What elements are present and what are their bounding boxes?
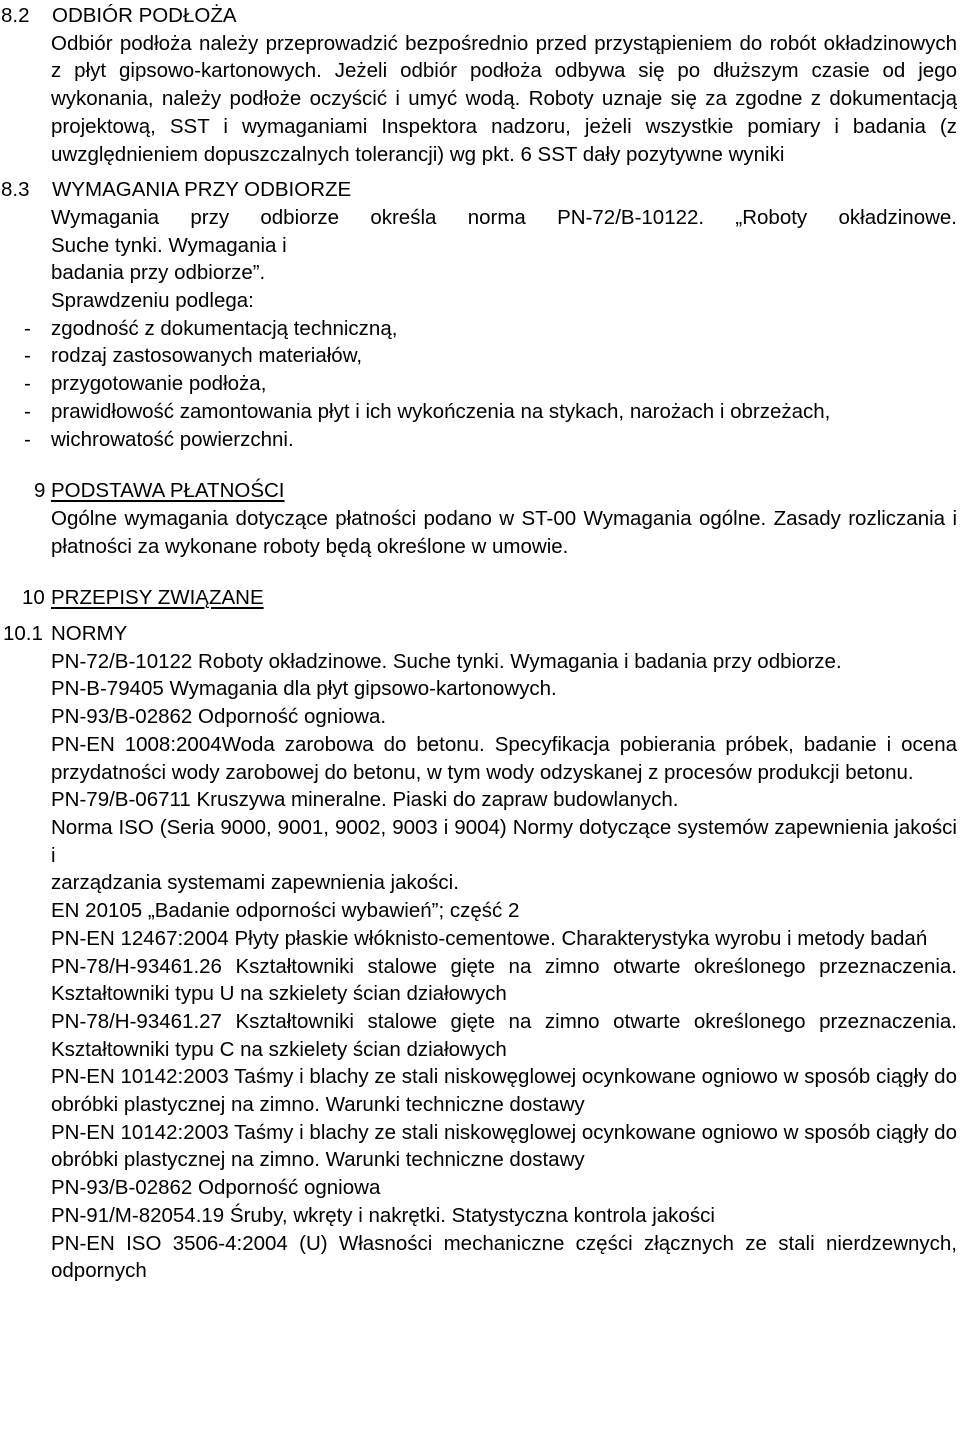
section-number: 9 bbox=[34, 479, 46, 503]
list-item-text: rodzaj zastosowanych materiałów, bbox=[51, 344, 363, 368]
list-item bbox=[0, 398, 957, 426]
list-dash: - bbox=[24, 316, 31, 340]
text-line: Wymagania przy odbiorze określa norma PN-72/B-10122. „Roboty okładzinowe. bbox=[51, 205, 957, 229]
section-number: 8.3 bbox=[1, 178, 30, 202]
norm-entry: PN-EN 10142:2003 Taśmy i blachy ze stali niskowęglowej ocynkowane ogniowo w sposób ciągły do obróbki plastycznej na zimno. Warunki techniczne dostawy bbox=[51, 1065, 957, 1117]
list-item bbox=[0, 370, 957, 398]
section-title: ODBIÓR PODŁOŻA bbox=[52, 4, 237, 27]
section-body-8-3 bbox=[51, 204, 957, 315]
norm-entry: EN 20105 „Badanie odporności wybawień”; część 2 bbox=[51, 899, 520, 923]
list-dash: - bbox=[24, 344, 31, 368]
norm-entry: PN-EN 10142:2003 Taśmy i blachy ze stali niskowęglowej ocynkowane ogniowo w sposób ciągły do obróbki plastycznej na zimno. Warunki techniczne dostawy bbox=[51, 1120, 957, 1172]
list-item bbox=[0, 315, 957, 343]
section-heading-8-3 bbox=[0, 176, 960, 204]
inspection-list bbox=[0, 315, 960, 454]
section-number: 10 bbox=[22, 586, 45, 610]
section-title: NORMY bbox=[51, 622, 128, 646]
list-item-text: prawidłowość zamontowania płyt i ich wykończenia na stykach, narożach i obrzeżach, bbox=[51, 399, 831, 423]
text-line: badania przy odbiorze”. bbox=[51, 261, 266, 285]
norm-entry: PN-78/H-93461.26 Kształtowniki stalowe gięte na zimno otwarte określonego przeznaczenia. Kształtowniki typu U na szkielety ścian działowych bbox=[51, 954, 957, 1006]
norms-list bbox=[0, 648, 960, 1285]
section-number: 10.1 bbox=[3, 622, 43, 646]
section-heading-10-1 bbox=[0, 620, 960, 648]
norm-entry: PN-93/B-02862 Odporność ogniowa bbox=[51, 1176, 381, 1200]
list-item-text: zgodność z dokumentacją techniczną, bbox=[51, 316, 398, 340]
list-dash: - bbox=[24, 427, 31, 451]
norm-entry: PN-EN 1008:2004Woda zarobowa do betonu. Specyfikacja pobierania próbek, badanie i ocena przydatności wody zarobowej do betonu, w tym wody odzyskanej z procesów produkcji betonu. bbox=[51, 732, 957, 784]
norm-entry: PN-B-79405 Wymagania dla płyt gipsowo-kartonowych. bbox=[51, 677, 557, 701]
list-dash: - bbox=[24, 372, 31, 396]
list-item-text: wichrowatość powierzchni. bbox=[51, 427, 294, 451]
list-item bbox=[0, 342, 957, 370]
list-dash: - bbox=[24, 399, 31, 423]
section-paragraph-9: Ogólne wymagania dotyczące płatności podano w ST-00 Wymagania ogólne. Zasady rozliczania i płatności za wykonane roboty będą określone w umowie. bbox=[51, 506, 957, 558]
section-paragraph-8-2: Odbiór podłoża należy przeprowadzić bezpośrednio przed przystąpieniem do robót okładzinowych z płyt gipsowo-kartonowych. Jeżeli odbiór podłoża odbywa się po dłuższym czasie od jego wykonania, należy podłoże oczyścić i umyć wodą. Roboty uznaje się za zgodne z dokumentacją projektową, SST i wymaganiami Inspektora nadzoru, jeżeli wszystkie pomiary i badania (z uwzględnieniem dopuszczalnych tolerancji) wg pkt. 6 SST dały pozytywne wyniki bbox=[51, 31, 957, 166]
norm-entry: PN-93/B-02862 Odporność ogniowa. bbox=[51, 705, 387, 729]
norm-entry: PN-EN 12467:2004 Płyty płaskie włóknisto-cementowe. Charakterystyka wyrobu i metody badań bbox=[51, 926, 928, 950]
text-line: Suche tynki. Wymagania i bbox=[51, 233, 287, 257]
text-line: Sprawdzeniu podlega: bbox=[51, 289, 254, 313]
section-title: WYMAGANIA PRZY ODBIORZE bbox=[52, 178, 352, 202]
section-heading-9 bbox=[0, 477, 960, 505]
norm-entry: PN-EN ISO 3506-4:2004 (U) Własności mechaniczne części złącznych ze stali nierdzewnych, odpornych bbox=[51, 1231, 957, 1283]
document-page bbox=[0, 2, 960, 1285]
section-title: PODSTAWA PŁATNOŚCI bbox=[51, 479, 285, 503]
section-heading-10 bbox=[0, 584, 960, 612]
list-item-text: przygotowanie podłoża, bbox=[51, 372, 267, 396]
norm-entry: PN-78/H-93461.27 Kształtowniki stalowe gięte na zimno otwarte określonego przeznaczenia. Kształtowniki typu C na szkielety ścian działowych bbox=[51, 1009, 957, 1061]
norm-entry: PN-91/M-82054.19 Śruby, wkręty i nakrętki. Statystyczna kontrola jakości bbox=[51, 1203, 715, 1227]
norm-entry: zarządzania systemami zapewnienia jakości. bbox=[51, 871, 459, 895]
norm-entry: PN-72/B-10122 Roboty okładzinowe. Suche tynki. Wymagania i badania przy odbiorze. bbox=[51, 649, 842, 673]
norm-entry: PN-79/B-06711 Kruszywa mineralne. Piaski do zapraw budowlanych. bbox=[51, 788, 679, 812]
list-item bbox=[0, 426, 957, 454]
section-heading-8-2 bbox=[0, 2, 960, 30]
section-title: PRZEPISY ZWIĄZANE bbox=[51, 586, 264, 610]
section-number: 8.2 bbox=[1, 4, 30, 27]
norm-entry: Norma ISO (Seria 9000, 9001, 9002, 9003 i 9004) Normy dotyczące systemów zapewnienia jakości i bbox=[51, 815, 957, 867]
